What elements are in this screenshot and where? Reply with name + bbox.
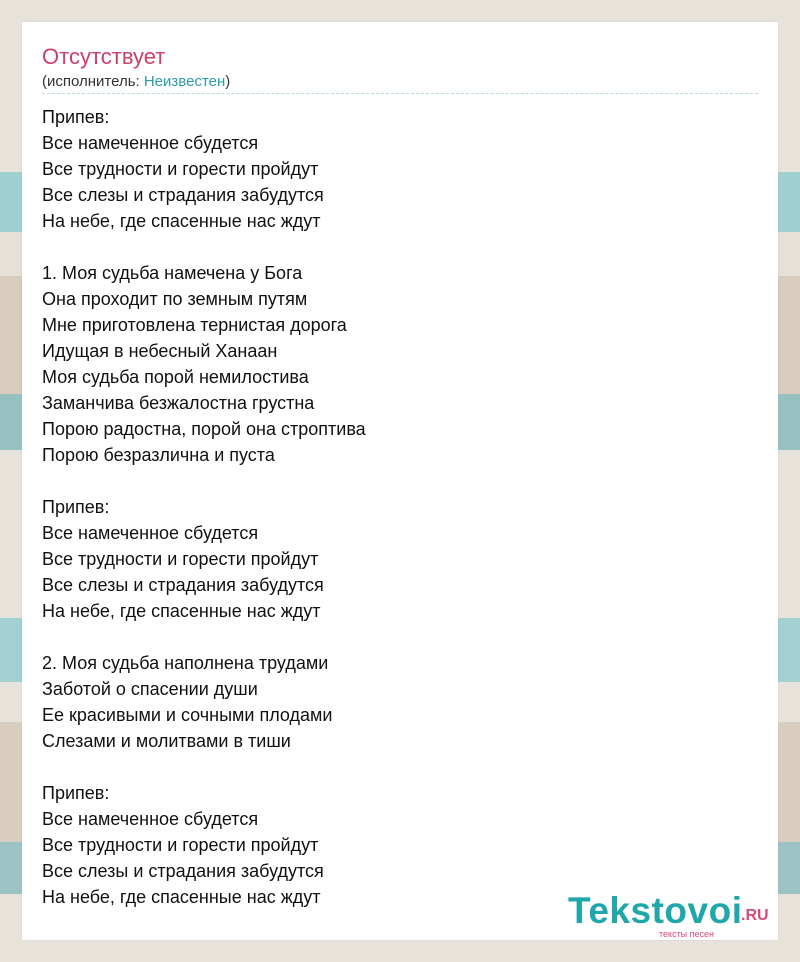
artist-line [42,73,230,91]
lyrics-card [22,22,778,940]
lyrics-line: Все трудности и горести пройдут [42,159,319,179]
lyrics-line: Она проходит по земным путям [42,289,308,309]
lyrics-text [42,104,742,910]
lyrics-blank-line [42,468,742,494]
lyrics-line: Все трудности и горести пройдут [42,835,319,855]
lyrics-blank-line [42,624,742,650]
lyrics-blank-line [42,234,742,260]
lyrics-line: Все слезы и страдания забудутся [42,861,324,881]
lyrics-line: Порою безразлична и пуста [42,445,275,465]
logo-tld: .RU [741,907,769,924]
site-logo[interactable] [568,891,778,941]
lyrics-line: 1. Моя судьба намечена у Бога [42,263,303,283]
lyrics-line: Припев: [42,783,110,803]
artist-prefix: (исполнитель: [42,73,144,90]
lyrics-line: Все трудности и горести пройдут [42,549,319,569]
logo-tagline: тексты песен [659,929,715,939]
lyrics-line: Заботой о спасении души [42,679,258,699]
song-title: Отсутствует [42,44,166,69]
lyrics-blank-line [42,754,742,780]
artist-suffix: ) [225,73,231,90]
lyrics-line: Мне приготовлена тернистая дорога [42,315,347,335]
title-divider [42,93,758,94]
lyrics-line: Моя судьба порой немилостива [42,367,309,387]
lyrics-line: Порою радостна, порой она строптива [42,419,366,439]
lyrics-line: Все слезы и страдания забудутся [42,185,324,205]
lyrics-line: Слезами и молитвами в тиши [42,731,291,751]
lyrics-line: Припев: [42,107,110,127]
lyrics-line: 2. Моя судьба наполнена трудами [42,653,329,673]
artist-link[interactable]: Неизвестен [143,73,226,90]
lyrics-line: Все намеченное сбудется [42,523,259,543]
lyrics-line: Все намеченное сбудется [42,133,259,153]
lyrics-line: Припев: [42,497,110,517]
lyrics-line: Все намеченное сбудется [42,809,259,829]
logo-name: Tekstovoi [568,890,743,931]
lyrics-line: На небе, где спасенные нас ждут [42,887,321,907]
lyrics-line: Заманчива безжалостна грустна [42,393,315,413]
lyrics-line: Все слезы и страдания забудутся [42,575,324,595]
lyrics-line: На небе, где спасенные нас ждут [42,601,321,621]
lyrics-line: На небе, где спасенные нас ждут [42,211,321,231]
lyrics-line: Ее красивыми и сочными плодами [42,705,333,725]
lyrics-line: Идущая в небесный Ханаан [42,341,278,361]
